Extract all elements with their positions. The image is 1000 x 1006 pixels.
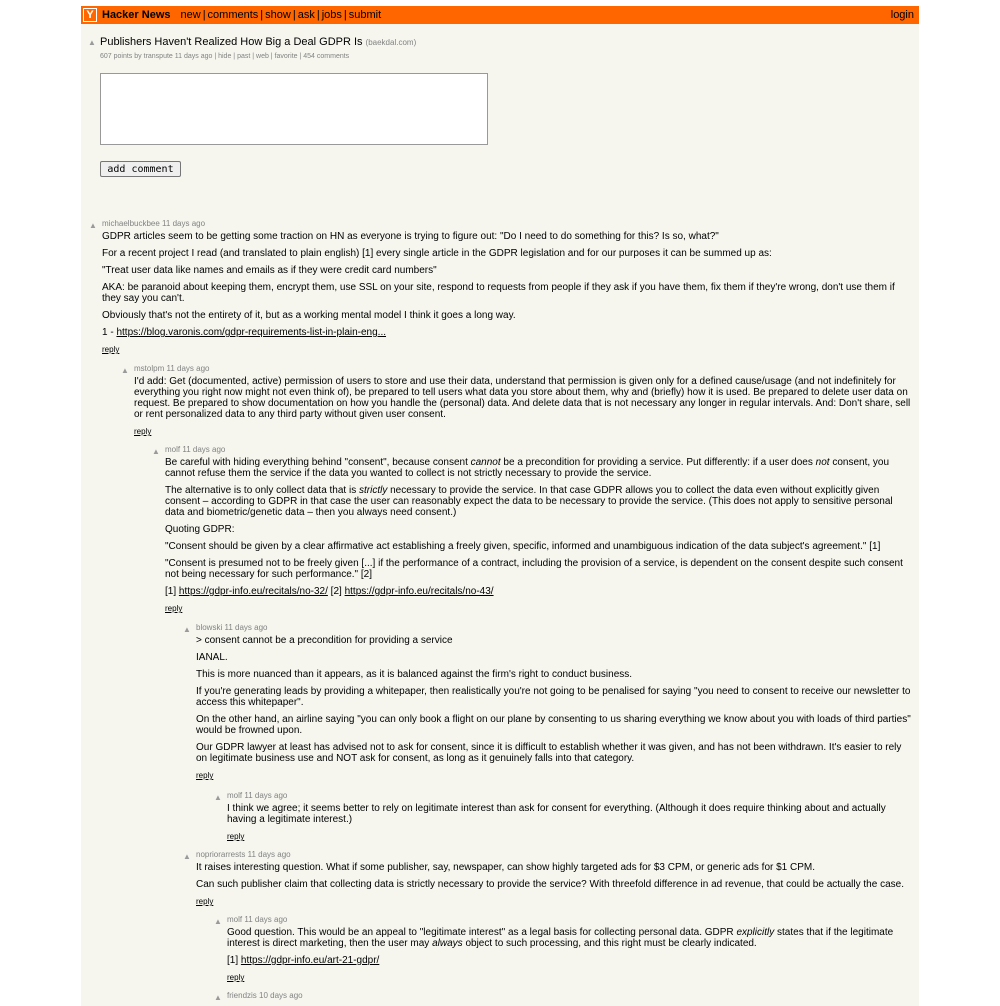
nav-separator: | — [202, 9, 206, 21]
comment — [183, 623, 913, 781]
web-link[interactable]: web — [256, 53, 269, 60]
comments-count-link[interactable]: 454 comments — [303, 53, 350, 60]
reference-label: [2] — [327, 586, 345, 597]
comment-paragraph: Our GDPR lawyer at least has advised not to ask for consent, since it is difficult to establish whether it was given, and has not been withdrawn. It's easier to rely on legitimate business use and NOT ask for consent, as long as it genuinely falls into that category. — [196, 742, 902, 764]
comment-age-link[interactable]: 11 days ago — [244, 915, 288, 924]
comment-paragraph: It raises interesting question. What if some publisher, say, newspaper, can show highly targeted ads for $3 CPM, or generic ads for $1 CPM. — [196, 862, 816, 873]
comment-paragraph — [165, 457, 913, 479]
nav-separator: | — [316, 9, 320, 21]
comment-textarea[interactable] — [100, 73, 488, 145]
story-points: 607 points — [100, 53, 133, 60]
comment-paragraph — [165, 586, 913, 597]
upvote-arrow-icon[interactable]: ▲ — [121, 366, 129, 375]
comment-paragraph: On the other hand, an airline saying "you can only book a flight on our plane by consenting to us sharing everything we know about you with loads of third parties" would be frowned upon. — [196, 714, 911, 736]
comment-user-link[interactable]: molf — [165, 445, 181, 454]
story-age-link[interactable]: 11 days ago — [174, 53, 213, 60]
comment-paragraph — [102, 327, 913, 338]
comment-paragraph: I think we agree; it seems better to rely on legitimate interest than ask for consent for everything. (Although it does require thinking about and actually having a legitimate interest.) — [227, 803, 886, 825]
text-run: be a precondition for providing a service. Put differently: if a user does — [500, 457, 816, 468]
top-bar — [81, 6, 919, 24]
comment — [183, 850, 913, 907]
comment-paragraph — [165, 485, 913, 518]
reference-link[interactable]: https://gdpr-info.eu/recitals/no-43/ — [344, 586, 494, 597]
comment-user-link[interactable]: michaelbuckbee — [102, 219, 160, 228]
reply-link[interactable]: reply — [134, 427, 152, 436]
story-title-link[interactable]: Publishers Haven't Realized How Big a Deal GDPR Is — [100, 36, 363, 48]
add-comment-button[interactable]: add comment — [100, 161, 181, 177]
comment-text — [102, 231, 913, 338]
text-run: states that if the legitimate interest is direct marketing, then the user may — [227, 927, 894, 949]
nav-separator: | — [343, 9, 347, 21]
comment-text — [165, 457, 913, 597]
comment-paragraph: Obviously that's not the entirety of it, but as a working mental model I think it goes a long way. — [102, 310, 516, 321]
comment-header — [102, 219, 913, 231]
reply-link[interactable]: reply — [227, 832, 245, 841]
comment-paragraph — [227, 927, 913, 949]
comment — [214, 915, 913, 983]
upvote-arrow-icon[interactable]: ▲ — [89, 221, 97, 230]
story-site[interactable]: (baekdal.com) — [365, 38, 417, 47]
favorite-link[interactable]: favorite — [274, 53, 298, 60]
hn-main — [81, 6, 919, 1006]
comment-paragraph: I'd add: Get (documented, active) permission of users to store and use their data, understand that permission is given only for a defined cause/usage (and not indefinitely for everything you right now might not even think of), be prepared to tell users what data you store about them, why and (briefly) how it is used. Be prepared to delete user data on request. Be prepared to show documentation on how you handle the (personal) data. And delete data that is not necessary any longer in regular intervals. And: Don't share, sell or rent personalized data to any third party without given user consent. — [134, 376, 911, 420]
comment-header — [134, 364, 913, 376]
nav-ask-link[interactable]: ask — [297, 9, 315, 21]
comment-header — [196, 850, 913, 862]
comment — [121, 364, 913, 437]
comment-text — [227, 927, 913, 966]
comment-paragraph: > consent cannot be a precondition for providing a service — [196, 635, 453, 646]
comment-age-link[interactable]: 11 days ago — [247, 850, 291, 859]
comment-user-link[interactable]: friendzis — [227, 991, 257, 1000]
upvote-arrow-icon[interactable]: ▲ — [183, 852, 191, 861]
comment-text — [196, 862, 913, 890]
comment-header — [227, 915, 913, 927]
story-subtext: 607 points by transpute 11 days ago | hide | past | web | favorite | 454 comments — [100, 53, 350, 60]
comment-age-link[interactable]: 11 days ago — [162, 219, 206, 228]
comment-user-link[interactable]: molf — [227, 791, 243, 800]
comment-paragraph: Can such publisher claim that collecting data is strictly necessary to provide the service? With threefold difference in ad revenue, that could be actually the case. — [196, 879, 904, 890]
comment-paragraph: If you're generating leads by providing a whitepaper, then realistically you're not going to be penalised for saying "you need to consent to receive our newsletter to access this whitepaper". — [196, 686, 911, 708]
emphasis-text: cannot — [470, 457, 501, 468]
emphasis-text: not — [815, 457, 830, 468]
nav-separator: | — [260, 9, 264, 21]
comment-age-link[interactable]: 10 days ago — [259, 991, 303, 1000]
reference-label: [1] — [227, 955, 241, 966]
comment-paragraph: For a recent project I read (and translated to plain english) [1] every single article in the GDPR legislation and for our purposes it can be summed up as: — [102, 248, 772, 259]
comment — [89, 219, 913, 355]
upvote-arrow-icon[interactable]: ▲ — [214, 917, 222, 926]
comment-paragraph: "Consent is presumed not to be freely given [...] if the performance of a contract, including the provision of a service, is dependent on the consent despite such consent not being necessary for such performance." [2] — [165, 558, 903, 580]
y-logo-icon[interactable]: Y — [83, 8, 97, 22]
comment — [214, 991, 913, 1003]
comment-header — [196, 623, 913, 635]
comment-paragraph: AKA: be paranoid about keeping them, encrypt them, use SSL on your site, respond to requests from people if they ask if you have them, fix them if they're wrong, don't use them if they say you can't. — [102, 282, 895, 304]
comment-paragraph: "Consent should be given by a clear affirmative act establishing a freely given, specific, informed and unambiguous indication of the data subject's agreement." [1] — [165, 541, 881, 552]
nav-show-link[interactable]: show — [265, 9, 291, 21]
login-link[interactable]: login — [890, 9, 914, 21]
upvote-arrow-icon[interactable]: ▲ — [214, 993, 222, 1002]
reply-link[interactable]: reply — [102, 345, 120, 354]
comment-user-link[interactable]: blowski — [196, 623, 223, 632]
nav-new-link[interactable]: new — [180, 9, 201, 21]
comment-paragraph — [227, 955, 913, 966]
text-run: Be careful with hiding everything behind "consent", because consent — [165, 457, 471, 468]
comment — [214, 791, 913, 842]
reference-label: 1 - — [102, 327, 117, 338]
comment-paragraph: GDPR articles seem to be getting some traction on HN as everyone is trying to figure out: "Do I need to do something for this? Is so, what?" — [102, 231, 719, 242]
text-run: consent, you cannot refuse them the service if the data you wanted to collect is not strictly necessary to provide the service. — [165, 457, 890, 479]
text-run: The alternative is to only collect data that is — [165, 485, 359, 496]
comment-age-link[interactable]: 11 days ago — [182, 445, 226, 454]
comment-header — [165, 445, 913, 457]
nav-separator: | — [292, 9, 296, 21]
story-title-row — [100, 36, 416, 48]
comment-paragraph: Quoting GDPR: — [165, 524, 235, 535]
story-by: by — [134, 53, 142, 60]
reference-label: [1] — [165, 586, 179, 597]
comment-paragraph: This is more nuanced than it appears, as it is balanced against the firm's right to conduct business. — [196, 669, 633, 680]
past-link[interactable]: past — [237, 53, 251, 60]
nav-comments-link[interactable]: comments — [207, 9, 259, 21]
emphasis-text: explicitly — [736, 927, 775, 938]
upvote-arrow-icon[interactable]: ▲ — [152, 447, 160, 456]
reply-link[interactable]: reply — [227, 973, 245, 982]
comment-header — [227, 991, 913, 1003]
comment-age-link[interactable]: 11 days ago — [244, 791, 288, 800]
comment-paragraph: IANAL. — [196, 652, 228, 663]
reply-link[interactable]: reply — [196, 897, 214, 906]
reply-link[interactable]: reply — [196, 771, 214, 780]
site-name-link[interactable]: Hacker News — [102, 9, 171, 21]
comment-text — [196, 635, 913, 764]
text-run: Good question. This would be an appeal to "legitimate interest" as a legal basis for collecting personal data. GDPR — [227, 927, 737, 938]
reference-link[interactable]: https://gdpr-info.eu/recitals/no-32/ — [178, 586, 328, 597]
upvote-arrow-icon[interactable]: ▲ — [88, 38, 96, 47]
emphasis-text: strictly — [359, 485, 388, 496]
comment-user-link[interactable]: nopriorarrests — [196, 850, 246, 859]
reply-link[interactable]: reply — [165, 604, 183, 613]
text-run: object to such processing, and this right must be clearly indicated. — [462, 938, 757, 949]
comment-header — [227, 791, 913, 803]
comment-age-link[interactable]: 11 days ago — [166, 364, 210, 373]
emphasis-text: always — [432, 938, 463, 949]
comment-text — [134, 376, 913, 420]
comment-age-link[interactable]: 11 days ago — [224, 623, 268, 632]
nav-submit-link[interactable]: submit — [348, 9, 382, 21]
comment-user-link[interactable]: mstolpm — [134, 364, 165, 373]
reference-link[interactable]: https://gdpr-info.eu/art-21-gdpr/ — [240, 955, 380, 966]
comment-user-link[interactable]: molf — [227, 915, 243, 924]
hide-link[interactable]: hide — [218, 53, 232, 60]
comment — [152, 445, 913, 614]
comment-text — [227, 803, 913, 825]
upvote-arrow-icon[interactable]: ▲ — [183, 625, 191, 634]
comment-paragraph: "Treat user data like names and emails as if they were credit card numbers" — [102, 265, 437, 276]
nav-links — [181, 9, 382, 21]
text-run: necessary to provide the service. In that case GDPR allows you to collect the data even without explicitly given consent – according to GDPR in that case the user can reasonably expect the data to be necessary to provide the service. (This does not apply to sensitive personal data and biometric/genetic data – then you always need consent.) — [165, 485, 893, 518]
nav-jobs-link[interactable]: jobs — [321, 9, 342, 21]
story-user-link[interactable]: transpute — [143, 53, 173, 60]
reference-link[interactable]: https://blog.varonis.com/gdpr-requirements-list-in-plain-eng... — [116, 327, 387, 338]
upvote-arrow-icon[interactable]: ▲ — [214, 793, 222, 802]
